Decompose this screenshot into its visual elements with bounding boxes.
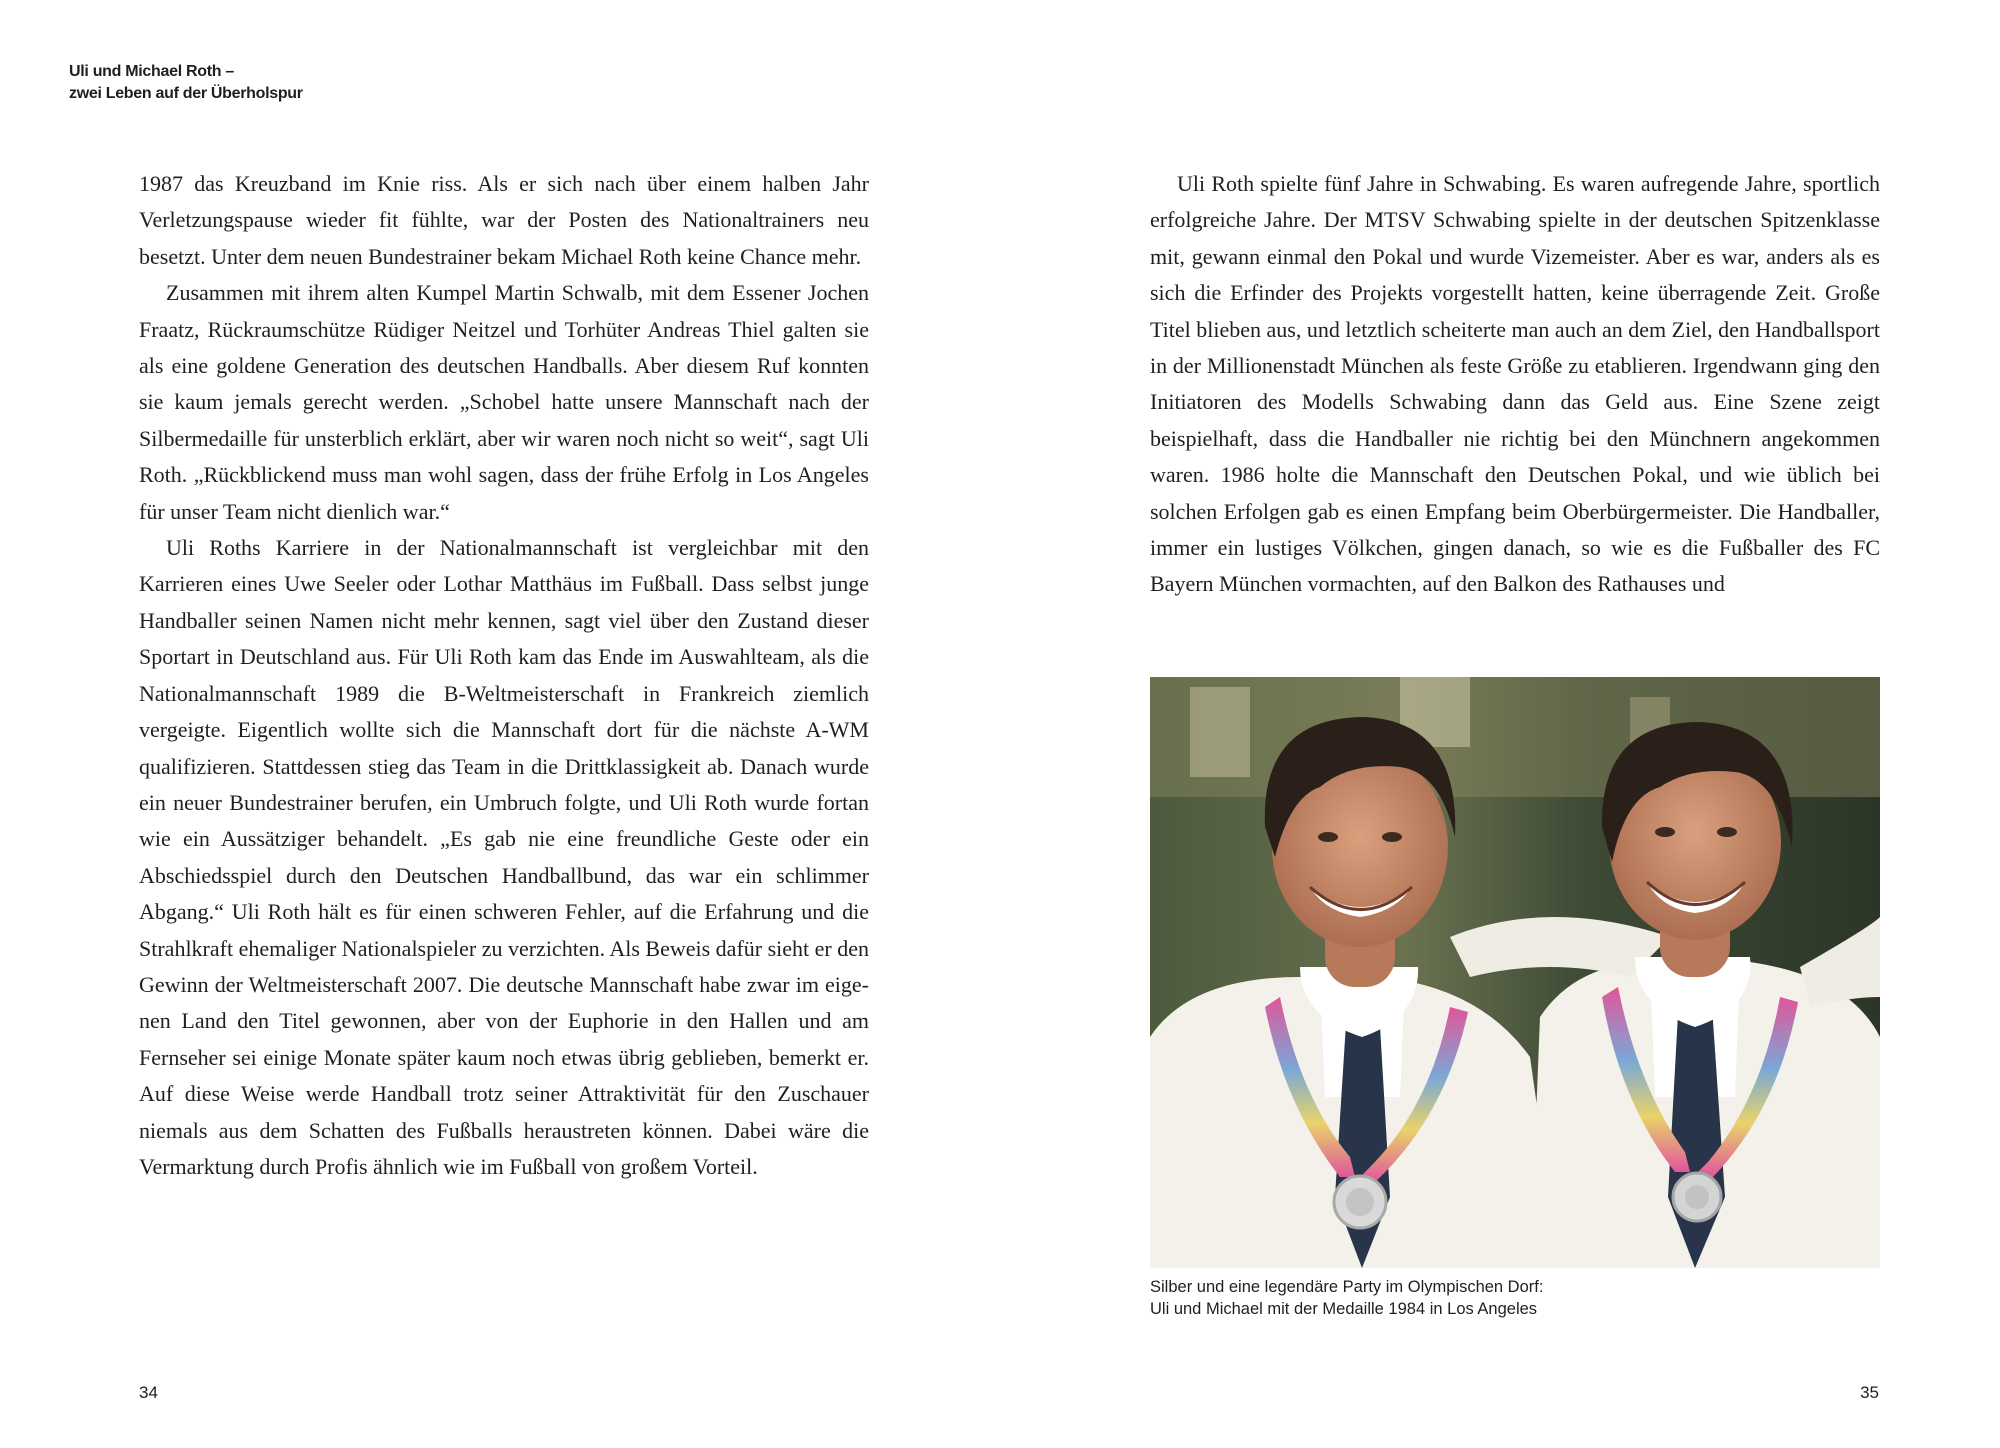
running-head-line-1: Uli und Michael Roth – [69, 63, 234, 80]
page-number-right: 35 [1860, 1383, 1879, 1402]
running-head [69, 61, 469, 105]
left-paragraph-3: Uli Roths Karriere in der Nationalmannschaft ist vergleichbar mit den Karrieren eines Uwe Seeler oder Lothar Matthäus im Fußball. Dass selbst junge Handballer seinen Namen nicht mehr kennen, sagt viel über den Zustand dieser Sportart in Deutschland aus. Für Uli Roth kam das Ende im Auswahlteam, als die Nationalmannschaft 1989 die B-Weltmeisterschaft in Frankreich ziemlich vergeigte. Eigentlich wollte sich die Mannschaft dort für die nächste A-WM qualifizieren. Stattdessen stieg das Team in die Drittklassigkeit ab. Danach wurde ein neuer Bundestrainer berufen, ein Umbruch folgte, und Uli Roth wurde fortan wie ein Aussätziger behandelt. „Es gab nie eine freundliche Geste oder ein Abschiedsspiel durch den Deutschen Handballbund, das war ein schlimmer Abgang.“ Uli Roth hält es für einen schweren Fehler, auf die Erfahrung und die Strahlkraft ehemaliger Nationalspieler zu verzichten. Als Beweis dafür sieht er den Gewinn der Weltmeisterschaft 2007. Die deutsche Mannschaft habe zwar im eigenen Land den Titel gewonnen, aber von der Euphorie in den Hallen und am Fernseher sei einige Monate später kaum noch etwas übrig geblieben, bemerkt er. Auf diese Weise werde Handball trotz seiner Attraktivität für den Zuschauer niemals aus dem Schatten des Fußballs heraustreten können. Dabei wäre die Vermarktung durch Profis ähnlich wie im Fußball von großem Vorteil. [139, 535, 870, 1179]
caption-line-1: Silber und eine legendäre Party im Olympischen Dorf: [1150, 1278, 1544, 1296]
left-paragraph-1: 1987 das Kreuzband im Knie riss. Als er sich nach über einem halben Jahr Verletzungspause wieder fit fühlte, war der Posten des Nationaltrainers neu besetzt. Unter dem neuen Bundestrainer bekam Michael Roth keine Chance mehr. [139, 171, 869, 269]
left-paragraph-2: Zusammen mit ihrem alten Kumpel Martin Schwalb, mit dem Essener Jochen Fraatz, Rückraumschütze Rüdiger Neitzel und Torhüter Andreas Thiel galten sie als eine goldene Generation des deutschen Handballs. Aber diesem Ruf konnten sie kaum jemals gerecht werden. „Schobel hatte unsere Mannschaft nach der Silbermedaille für unsterblich erklärt, aber wir waren noch nicht so weit“, sagt Uli Roth. „Rückblickend muss man wohl sagen, dass der frühe Erfolg in Los Angeles für unser Team nicht dienlich war.“ [139, 280, 869, 524]
right-paragraph-1: Uli Roth spielte fünf Jahre in Schwabing. Es waren aufregende Jahre, sportlich erfolgreiche Jahre. Der MTSV Schwabing spielte in der deutschen Spitzenklasse mit, gewann einmal den Pokal und wurde Vizemeister. Aber es war, anders als es sich die Erfinder des Projekts vorgestellt hatten, keine überragende Zeit. Große Titel blieben aus, und letztlich scheiterte man auch an dem Ziel, den Handballsport in der Millionenstadt München als feste Größe zu etablieren. Irgendwann ging den Initiatoren des Modells Schwabing dann das Geld aus. Eine Szene zeigt beispielhaft, dass die Handballer nie richtig bei den Münchnern angekommen waren. 1986 holte die Mannschaft den Deutschen Pokal, und wie üblich bei solchen Erfolgen gab es einen Empfang beim Oberbürgermeister. Die Handballer, immer ein lustiges Völkchen, gingen danach, so wie es die Fußballer des FC Bayern München vormachten, auf den Balkon des Rathauses und [1150, 171, 1880, 597]
photo-caption [1150, 1276, 1710, 1320]
photo-roth-twins-medals [1150, 677, 1880, 1268]
page-number-left: 34 [139, 1383, 158, 1402]
left-page-text-column [139, 166, 869, 1185]
caption-line-2: Uli und Michael mit der Medaille 1984 in Los Angeles [1150, 1300, 1538, 1318]
right-page-text-column [1150, 166, 1880, 603]
running-head-line-2: zwei Leben auf der Überholspur [69, 85, 303, 102]
